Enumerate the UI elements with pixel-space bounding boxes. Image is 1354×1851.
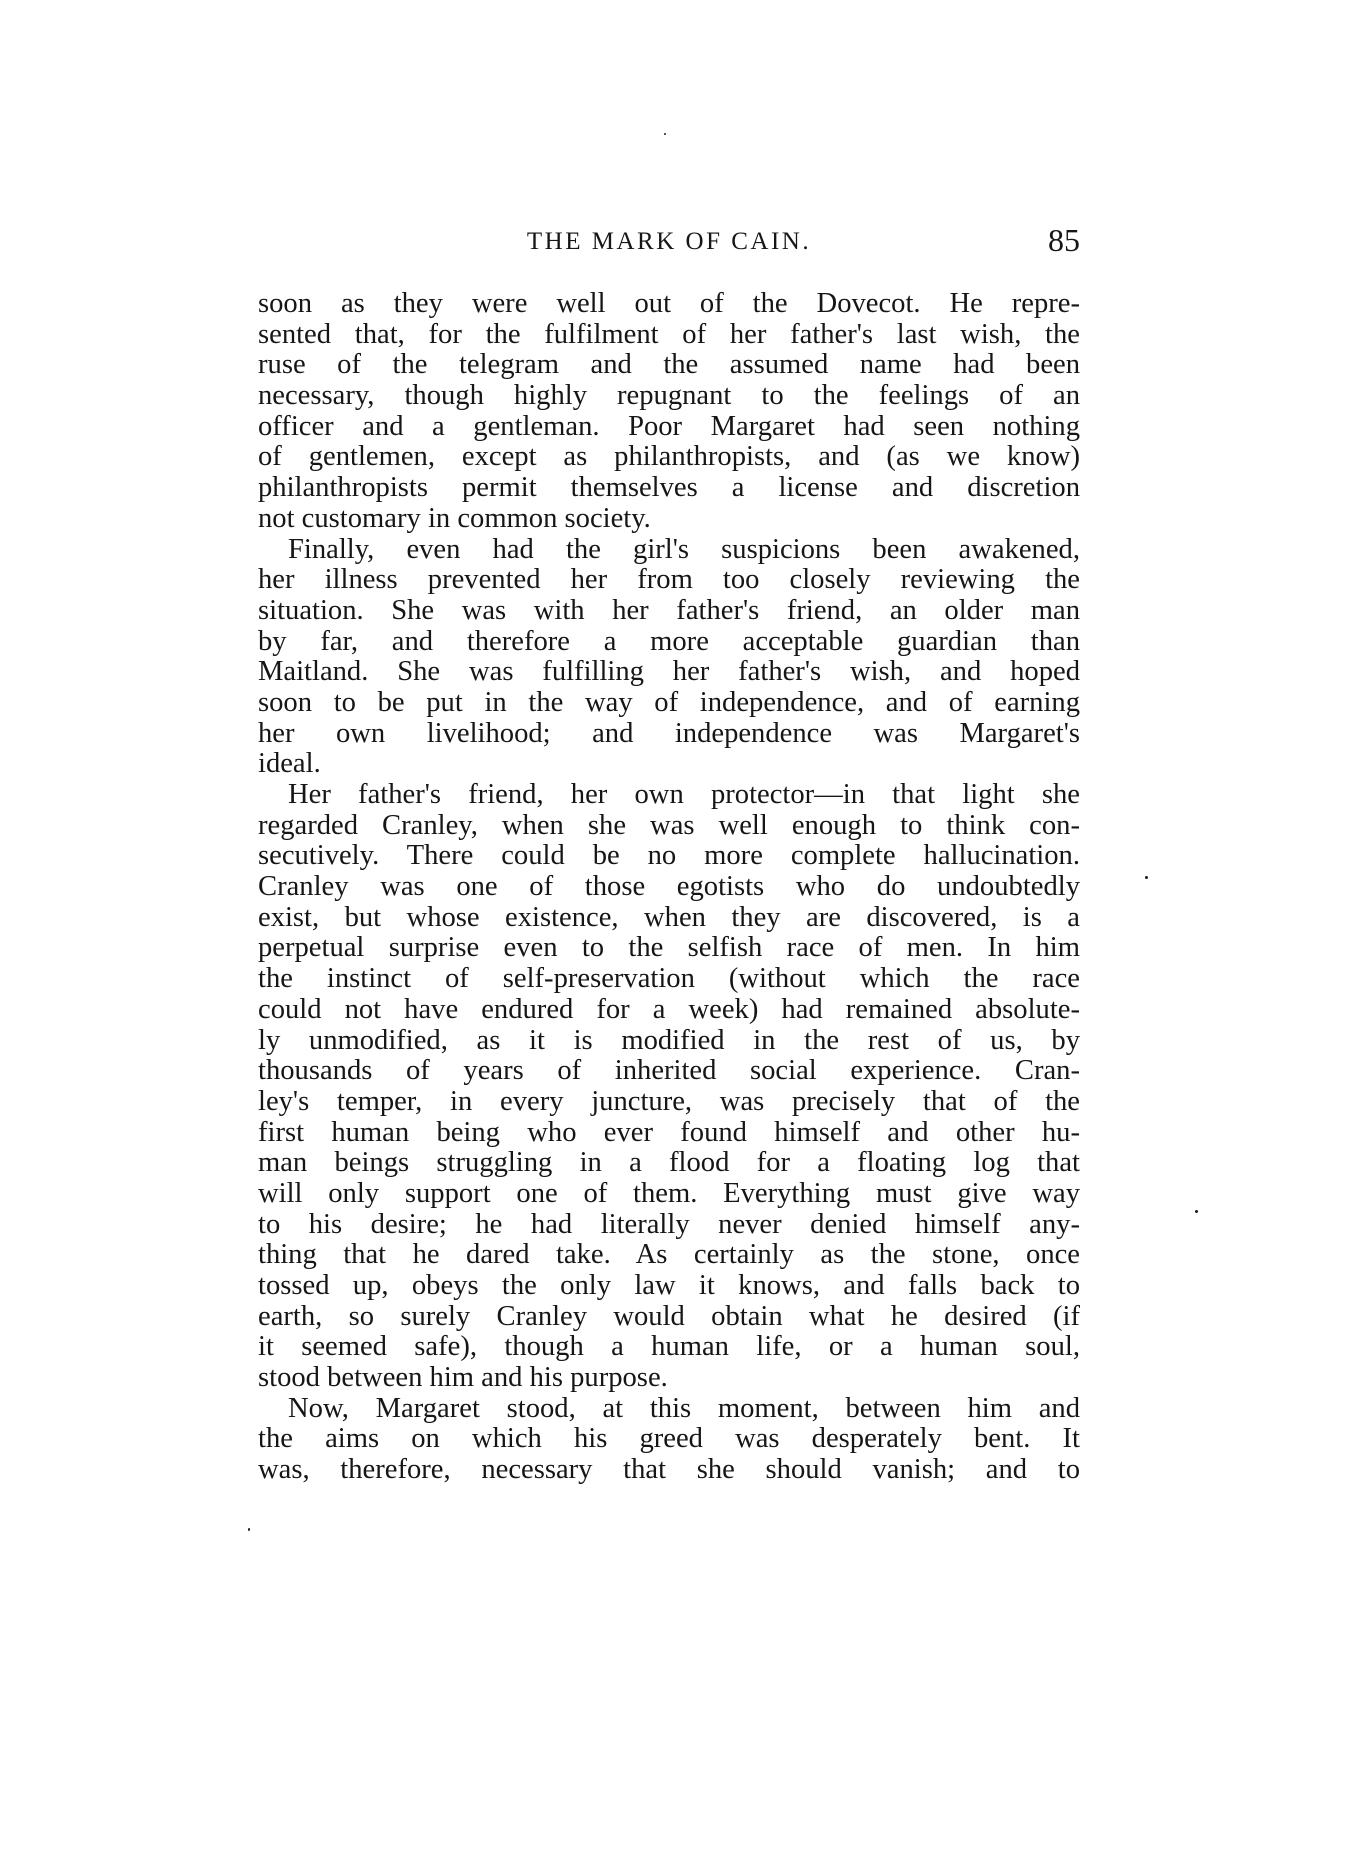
text-line: regarded Cranley, when she was well enough to think con- [258, 810, 1080, 841]
text-line: Finally, even had the girl's suspicions been awakened, [288, 534, 1080, 565]
text-line: ly unmodified, as it is modified in the rest of us, by [258, 1025, 1080, 1056]
text-line: philanthropists permit themselves a license and discretion [258, 473, 1080, 504]
text-line: ley's temper, in every juncture, was precisely that of the [258, 1086, 1080, 1117]
text-line: by far, and therefore a more acceptable guardian than [258, 626, 1080, 657]
text-line: not customary in common society. [258, 503, 651, 534]
text-line: necessary, though highly repugnant to the feelings of an [258, 381, 1080, 412]
text-line: secutively. There could be no more complete hallucination. [258, 841, 1080, 872]
text-line: tossed up, obeys the only law it knows, and falls back to [258, 1271, 1080, 1301]
text-line: situation. She was with her father's friend, an older man [258, 595, 1080, 626]
text-line: first human being who ever found himself and other hu- [258, 1117, 1080, 1148]
text-line: exist, but whose existence, when they are discovered, is a [258, 902, 1080, 933]
text-line: Her father's friend, her own protector—in that light she [288, 780, 1080, 810]
text-line: soon as they were well out of the Dovecot. He repre- [258, 289, 1080, 319]
text-line: of gentlemen, except as philanthropists, and (as we know) [258, 442, 1080, 473]
text-line: perpetual surprise even to the selfish race of men. In him [258, 933, 1080, 964]
text-line: thing that he dared take. As certainly as the stone, once [258, 1240, 1080, 1271]
text-line: thousands of years of inherited social experience. Cran- [258, 1056, 1080, 1087]
text-line: officer and a gentleman. Poor Margaret had seen nothing [258, 411, 1080, 442]
running-head [258, 222, 1080, 262]
text-line: to his desire; he had literally never denied himself any- [258, 1209, 1080, 1240]
text-line: ideal. [258, 749, 321, 780]
page-number: 85 [1048, 222, 1080, 258]
scan-speck [248, 1528, 250, 1531]
scan-speck [1145, 876, 1148, 879]
text-line: could not have endured for a week) had remained absolute- [258, 994, 1080, 1025]
text-line: her illness prevented her from too closely reviewing the [258, 565, 1080, 596]
text-line: stood between him and his purpose. [258, 1363, 668, 1394]
text-line: her own livelihood; and independence was Margaret's [258, 718, 1080, 749]
scan-speck [1195, 1210, 1198, 1213]
running-title: THE MARK OF CAIN. [526, 228, 812, 255]
body-text [258, 289, 1080, 1486]
text-line: sented that, for the fulfilment of her father's last wish, the [258, 319, 1080, 350]
text-line: was, therefore, necessary that she should vanish; and to [258, 1455, 1080, 1486]
text-line: the instinct of self-preservation (without which the race [258, 964, 1080, 995]
text-line: man beings struggling in a flood for a floating log that [258, 1148, 1080, 1179]
scan-speck [664, 133, 666, 135]
text-line: Cranley was one of those egotists who do undoubtedly [258, 872, 1080, 903]
text-line: soon to be put in the way of independence, and of earning [258, 687, 1080, 718]
text-line: Maitland. She was fulfilling her father's wish, and hoped [258, 657, 1080, 688]
text-line: earth, so surely Cranley would obtain what he desired (if [258, 1301, 1080, 1332]
text-line: Now, Margaret stood, at this moment, between him and [288, 1393, 1080, 1424]
text-line: it seemed safe), though a human life, or a human soul, [258, 1332, 1080, 1363]
text-line: the aims on which his greed was desperately bent. It [258, 1424, 1080, 1455]
text-line: will only support one of them. Everything must give way [258, 1178, 1080, 1209]
text-line: ruse of the telegram and the assumed name had been [258, 350, 1080, 381]
